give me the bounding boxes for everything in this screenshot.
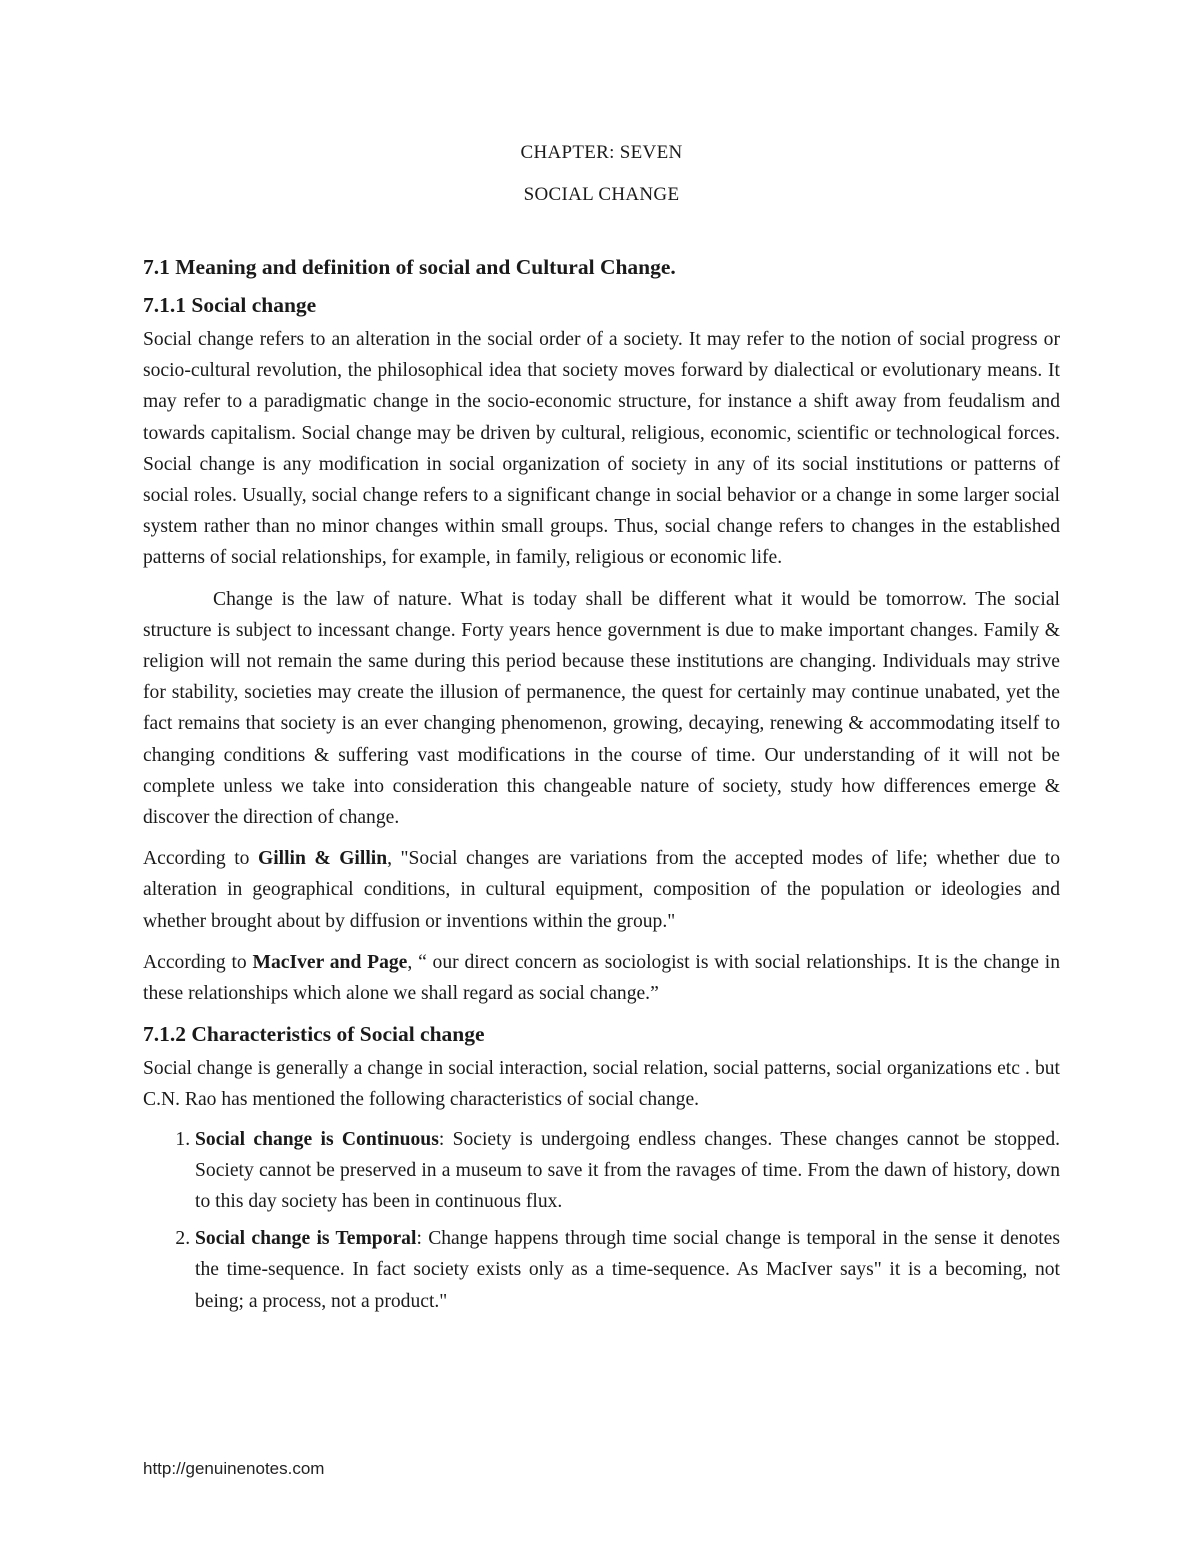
list-item-text: : Change happens through time social change is temporal in the sense it denotes the time-sequence. In fact society exists only as a time-sequence. As MacIver says" it is a becoming, not being; a process, not a product."	[195, 1228, 1061, 1312]
chapter-title: SOCIAL CHANGE	[523, 184, 680, 205]
paragraph-definition: Social change refers to an alteration in the social order of a society. It may refer to the notion of social progress or socio-cultural revolution, the philosophical idea that society moves forward by dialectical or evolutionary means. It may refer to a paradigmatic change in the socio-economic structure, for instance a shift away from feudalism and towards capitalism. Social change may be driven by cultural, religious, economic, scientific or technological forces. Social change is any modification in social organization of society in any of its social institutions or patterns of social roles. Usually, social change refers to a significant change in social behavior or a change in some larger social system rather than no minor changes within small groups. Thus, social change refers to changes in the established patterns of social relationships, for example, in family, religious or economic life.	[143, 329, 1060, 569]
footer-link[interactable]: http://genuinenotes.com	[143, 1459, 325, 1478]
quote-gillin	[143, 843, 1060, 937]
quote-prefix: According to	[143, 951, 253, 973]
quote-text: , "Social changes are variations from the accepted modes of life; whether due to alteration in geographical conditions, in cultural equipment, composition of the population or ideologies and whether brought about by diffusion or inventions within the group."	[143, 848, 1060, 932]
quote-maciver	[143, 947, 1060, 1009]
paragraph-characteristics-intro: Social change is generally a change in social interaction, social relation, social patterns, social organizations etc . but C.N. Rao has mentioned the following characteristics of social change.	[143, 1058, 1060, 1111]
paragraph-law-of-nature: Change is the law of nature. What is today shall be different what it would be tomorrow. The social structure is subject to incessant change. Forty years hence government is due to make important changes. Family & religion will not remain the same during this period because these institutions are changing. Individuals may strive for stability, societies may create the illusion of permanence, the quest for certainly may continue unabated, yet the fact remains that society is an ever changing phenomenon, growing, decaying, renewing & accommodating itself to changing conditions & suffering vast modifications in the course of time. Our understanding of it will not be complete unless we take into consideration this changeable nature of society, study how differences emerge & discover the direction of change.	[143, 588, 1060, 829]
characteristics-list	[143, 1124, 1060, 1317]
list-item-term: Social change is Continuous	[195, 1128, 439, 1150]
quote-author: MacIver and Page	[252, 951, 408, 973]
list-item	[195, 1223, 1060, 1317]
section-heading-7-1: 7.1 Meaning and definition of social and Cultural Change.	[143, 255, 676, 279]
chapter-heading: CHAPTER: SEVEN	[520, 142, 683, 163]
list-item	[195, 1124, 1060, 1218]
section-heading-7-1-2: 7.1.2 Characteristics of Social change	[143, 1022, 485, 1047]
quote-author: Gillin & Gillin	[257, 848, 388, 870]
section-heading-7-1-1: 7.1.1 Social change	[143, 293, 317, 317]
list-item-text: : Society is undergoing endless changes. These changes cannot be stopped. Society cannot be preserved in a museum to save it from the ravages of time. From the dawn of history, down to this day society has been in continuous flux.	[195, 1128, 1061, 1213]
document-page	[143, 140, 1060, 1323]
list-item-term: Social change is Temporal	[195, 1228, 417, 1250]
quote-prefix: According to	[143, 848, 258, 870]
quote-text: , “ our direct concern as sociologist is with social relationships. It is the change in these relationships which alone we shall regard as social change.”	[143, 951, 1060, 1005]
